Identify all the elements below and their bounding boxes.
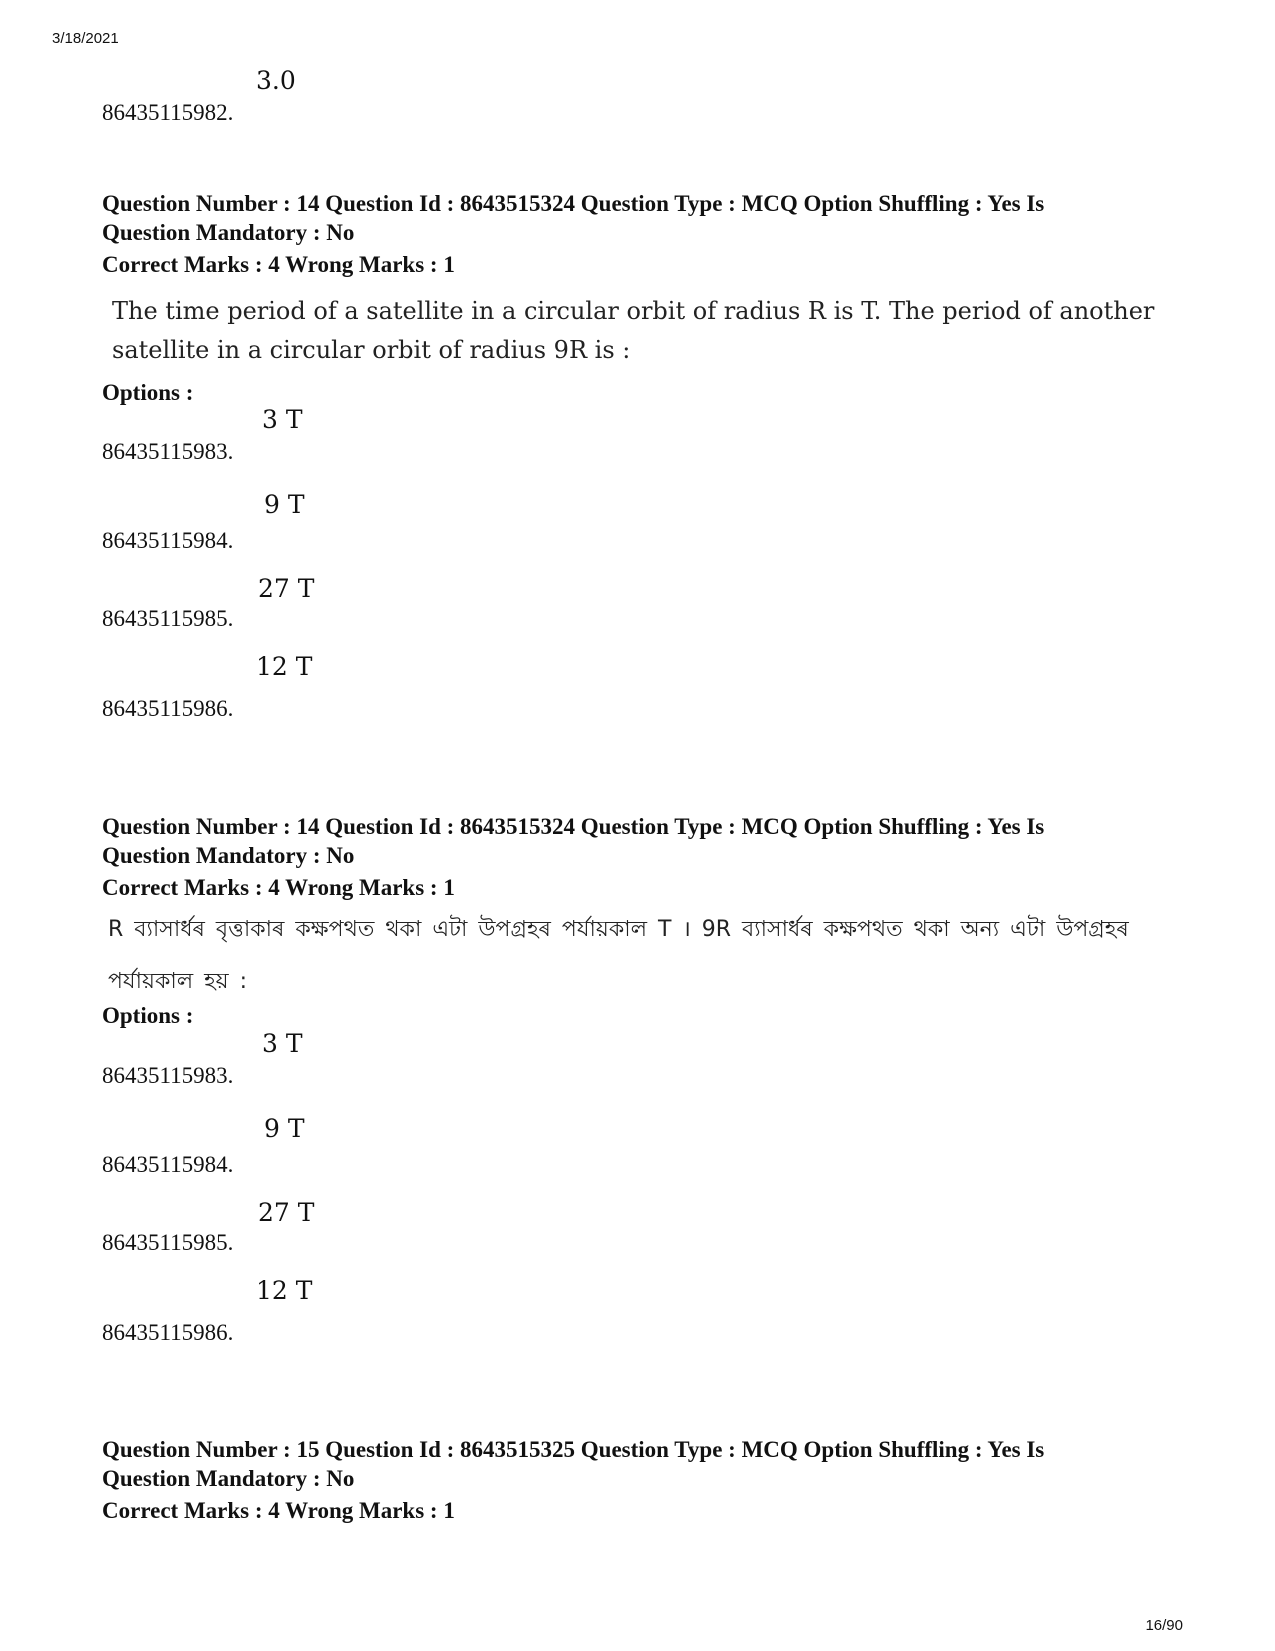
option-value: 12 T	[256, 652, 313, 681]
option-value: 3.0	[256, 66, 296, 95]
option-row	[102, 1108, 602, 1178]
option-row	[102, 1186, 602, 1256]
page-number: 16/90	[1145, 1617, 1183, 1634]
question-mandatory-line: Question Mandatory : No	[102, 220, 355, 245]
option-value: 27 T	[258, 574, 315, 603]
option-id: 86435115984.	[102, 528, 234, 553]
option-value: 9 T	[264, 490, 305, 519]
option-id: 86435115983.	[102, 1063, 234, 1088]
option-value: 27 T	[258, 1198, 315, 1227]
question-text: R ব্যাসাৰ্ধৰ বৃত্তাকাৰ কক্ষপথত থকা এটা উপগ্ৰহৰ পৰ্যায়কাল T । 9R ব্যাসাৰ্ধৰ কক্ষপথত থকা অন্য এটা উপগ্ৰহৰ পৰ্যায়কাল হয় :	[108, 917, 1129, 994]
option-id: 86435115982.	[102, 100, 234, 125]
question-marks: Correct Marks : 4 Wrong Marks : 1	[102, 1498, 455, 1523]
option-row	[102, 484, 602, 554]
question-meta-line: Question Number : 15 Question Id : 8643515325 Question Type : MCQ Option Shuffling : Yes Is	[102, 1437, 1045, 1462]
question-header	[102, 812, 1202, 902]
option-id: 86435115985.	[102, 606, 234, 631]
option-id: 86435115985.	[102, 1230, 234, 1255]
question-text: The time period of a satellite in a circular orbit of radius R is T. The period of another satellite in a circular orbit of radius 9R is :	[112, 297, 1155, 364]
question-meta-line: Question Number : 14 Question Id : 8643515324 Question Type : MCQ Option Shuffling : Yes Is	[102, 814, 1045, 839]
question-marks: Correct Marks : 4 Wrong Marks : 1	[102, 252, 455, 277]
option-row	[102, 395, 602, 465]
option-value: 9 T	[264, 1114, 305, 1143]
option-value: 3 T	[262, 1029, 303, 1058]
question-header	[102, 189, 1202, 279]
option-id: 86435115984.	[102, 1152, 234, 1177]
options-label: Options :	[102, 1003, 194, 1028]
option-value: 3 T	[262, 405, 303, 434]
question-header	[102, 1435, 1202, 1525]
question-marks: Correct Marks : 4 Wrong Marks : 1	[102, 875, 455, 900]
option-row	[102, 1019, 602, 1089]
options-label: Options :	[102, 380, 194, 405]
option-value: 12 T	[256, 1276, 313, 1305]
option-row	[102, 1276, 602, 1346]
option-id: 86435115986.	[102, 696, 234, 721]
option-row	[102, 652, 602, 722]
print-date: 3/18/2021	[52, 30, 119, 47]
option-row	[102, 562, 602, 632]
option-id: 86435115983.	[102, 439, 234, 464]
question-meta-line: Question Number : 14 Question Id : 8643515324 Question Type : MCQ Option Shuffling : Yes Is	[102, 191, 1045, 216]
question-mandatory-line: Question Mandatory : No	[102, 1466, 355, 1491]
option-row	[102, 56, 602, 126]
question-mandatory-line: Question Mandatory : No	[102, 843, 355, 868]
option-id: 86435115986.	[102, 1320, 234, 1345]
